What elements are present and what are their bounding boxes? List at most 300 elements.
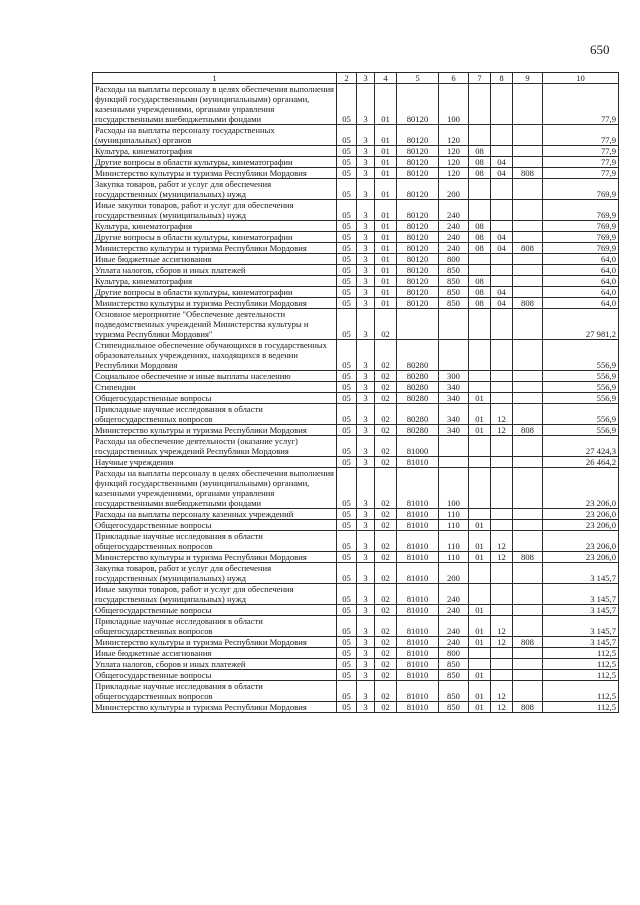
col-8-cell: 04 [491,243,513,254]
col-8-cell [491,200,513,221]
col-2-cell: 05 [337,200,357,221]
col-5-cell: 80280 [397,371,439,382]
table-row [93,393,619,404]
col-8-cell: 12 [491,404,513,425]
col-9-cell [513,605,543,616]
col-7-cell: 01 [469,531,491,552]
row-name-cell: Стипендиальное обеспечение обучающихся в государственных образовательных учреждениях, находящихся в ведении Республики Мордовия [93,340,337,371]
header-cell: 9 [513,73,543,84]
page-number: 650 [590,42,610,57]
col-7-cell: 01 [469,404,491,425]
col-8-cell: 04 [491,287,513,298]
table-row [93,265,619,276]
col-5-cell: 80120 [397,298,439,309]
col-2-cell: 05 [337,702,357,713]
row-amount-cell: 112,5 [543,659,619,670]
row-amount-cell: 23 206,0 [543,552,619,563]
col-2-cell: 05 [337,584,357,605]
col-8-cell: 12 [491,702,513,713]
col-3-cell: 3 [357,254,375,265]
col-4-cell: 01 [375,168,397,179]
col-7-cell [469,84,491,125]
table-row [93,659,619,670]
col-3-cell: 3 [357,457,375,468]
col-9-cell [513,404,543,425]
col-7-cell: 01 [469,393,491,404]
col-5-cell: 81010 [397,648,439,659]
row-name-cell: Расходы на выплаты персоналу в целях обеспечения выполнения функций государственными (муниципальными) органами, казенными учреждениями, органами управления государственными внебюджетными фондами [93,84,337,125]
table-row [93,637,619,648]
col-7-cell: 01 [469,425,491,436]
row-amount-cell: 77,9 [543,125,619,146]
col-3-cell: 3 [357,670,375,681]
col-4-cell: 01 [375,84,397,125]
col-6-cell: 240 [439,605,469,616]
table-row [93,382,619,393]
col-3-cell: 3 [357,276,375,287]
col-8-cell: 12 [491,616,513,637]
row-name-cell: Закупка товаров, работ и услуг для обеспечения государственных (муниципальных) нужд [93,563,337,584]
row-amount-cell: 23 206,0 [543,509,619,520]
col-3-cell: 3 [357,404,375,425]
header-cell: 7 [469,73,491,84]
col-2-cell: 05 [337,382,357,393]
row-name-cell: Другие вопросы в области культуры, кинематографии [93,157,337,168]
col-5-cell: 81010 [397,584,439,605]
col-3-cell: 3 [357,436,375,457]
col-7-cell [469,382,491,393]
row-amount-cell: 26 464,2 [543,457,619,468]
col-2-cell: 05 [337,436,357,457]
col-9-cell [513,393,543,404]
col-6-cell: 120 [439,125,469,146]
row-name-cell: Прикладные научные исследования в области общегосударственных вопросов [93,616,337,637]
row-amount-cell: 556,9 [543,425,619,436]
col-4-cell: 02 [375,648,397,659]
col-8-cell [491,436,513,457]
row-name-cell: Общегосударственные вопросы [93,393,337,404]
col-6-cell: 850 [439,265,469,276]
col-5-cell: 80120 [397,287,439,298]
col-7-cell: 08 [469,287,491,298]
col-6-cell: 800 [439,254,469,265]
col-9-cell [513,457,543,468]
table-row [93,681,619,702]
row-amount-cell: 769,9 [543,200,619,221]
col-2-cell: 05 [337,520,357,531]
col-9-cell [513,221,543,232]
table-row [93,232,619,243]
col-9-cell [513,382,543,393]
row-name-cell: Другие вопросы в области культуры, кинематографии [93,232,337,243]
col-2-cell: 05 [337,276,357,287]
col-4-cell: 02 [375,605,397,616]
col-2-cell: 05 [337,340,357,371]
col-6-cell: 110 [439,509,469,520]
col-6-cell: 110 [439,520,469,531]
row-amount-cell: 112,5 [543,648,619,659]
table-row [93,552,619,563]
col-9-cell [513,584,543,605]
col-9-cell [513,146,543,157]
col-5-cell: 80280 [397,393,439,404]
col-2-cell: 05 [337,616,357,637]
row-amount-cell: 3 145,7 [543,616,619,637]
col-9-cell [513,265,543,276]
col-3-cell: 3 [357,659,375,670]
col-9-cell [513,531,543,552]
row-name-cell: Расходы на выплаты персоналу казенных учреждений [93,509,337,520]
col-3-cell: 3 [357,146,375,157]
col-8-cell [491,179,513,200]
row-amount-cell: 556,9 [543,371,619,382]
col-5-cell: 80280 [397,425,439,436]
col-5-cell: 81010 [397,552,439,563]
table-row [93,702,619,713]
row-name-cell: Уплата налогов, сборов и иных платежей [93,265,337,276]
table-row [93,146,619,157]
row-name-cell: Иные бюджетные ассигнования [93,254,337,265]
row-name-cell: Прикладные научные исследования в области общегосударственных вопросов [93,531,337,552]
row-name-cell: Другие вопросы в области культуры, кинематографии [93,287,337,298]
col-3-cell: 3 [357,84,375,125]
col-6-cell: 110 [439,552,469,563]
row-amount-cell: 27 424,3 [543,436,619,457]
col-6-cell [439,436,469,457]
col-3-cell: 3 [357,648,375,659]
col-3-cell: 3 [357,702,375,713]
col-5-cell: 81010 [397,520,439,531]
col-5-cell: 80120 [397,254,439,265]
col-7-cell: 08 [469,276,491,287]
row-amount-cell: 3 145,7 [543,637,619,648]
col-8-cell: 12 [491,681,513,702]
col-6-cell: 340 [439,404,469,425]
col-2-cell: 05 [337,157,357,168]
col-6-cell: 850 [439,670,469,681]
col-8-cell [491,509,513,520]
col-3-cell: 3 [357,520,375,531]
col-3-cell: 3 [357,125,375,146]
row-name-cell: Иные бюджетные ассигнования [93,648,337,659]
col-8-cell [491,221,513,232]
row-amount-cell: 64,0 [543,254,619,265]
col-3-cell: 3 [357,179,375,200]
row-amount-cell: 77,9 [543,84,619,125]
col-7-cell [469,584,491,605]
col-3-cell: 3 [357,509,375,520]
table-row [93,457,619,468]
col-4-cell: 02 [375,404,397,425]
col-6-cell: 850 [439,276,469,287]
col-3-cell: 3 [357,468,375,509]
col-4-cell: 01 [375,254,397,265]
col-8-cell [491,371,513,382]
row-amount-cell: 112,5 [543,670,619,681]
col-3-cell: 3 [357,681,375,702]
col-9-cell [513,125,543,146]
row-name-cell: Иные закупки товаров, работ и услуг для обеспечения государственных (муниципальных) нужд [93,200,337,221]
col-9-cell [513,436,543,457]
col-8-cell [491,382,513,393]
col-7-cell: 01 [469,670,491,681]
row-name-cell: Общегосударственные вопросы [93,520,337,531]
table-row [93,243,619,254]
col-6-cell: 850 [439,702,469,713]
col-8-cell: 12 [491,552,513,563]
col-7-cell [469,340,491,371]
table-row [93,340,619,371]
col-5-cell: 80120 [397,84,439,125]
col-7-cell: 01 [469,702,491,713]
row-amount-cell: 769,9 [543,243,619,254]
row-amount-cell: 77,9 [543,146,619,157]
col-8-cell [491,563,513,584]
col-9-cell [513,157,543,168]
col-2-cell: 05 [337,243,357,254]
col-4-cell: 02 [375,425,397,436]
row-amount-cell: 3 145,7 [543,584,619,605]
col-4-cell: 01 [375,179,397,200]
table-row [93,605,619,616]
table-row [93,404,619,425]
col-5-cell: 81010 [397,637,439,648]
header-cell: 2 [337,73,357,84]
col-5-cell: 81010 [397,659,439,670]
col-6-cell: 340 [439,425,469,436]
col-5-cell: 81010 [397,563,439,584]
col-4-cell: 01 [375,125,397,146]
col-8-cell [491,340,513,371]
col-4-cell: 02 [375,509,397,520]
col-4-cell: 02 [375,457,397,468]
col-9-cell [513,616,543,637]
col-7-cell: 01 [469,605,491,616]
row-name-cell: Расходы на обеспечение деятельности (оказание услуг) государственных учреждений Республики Мордовия [93,436,337,457]
row-amount-cell: 556,9 [543,393,619,404]
col-5-cell: 80120 [397,179,439,200]
col-9-cell [513,520,543,531]
col-9-cell [513,84,543,125]
col-4-cell: 02 [375,584,397,605]
col-9-cell [513,371,543,382]
col-6-cell: 240 [439,232,469,243]
col-3-cell: 3 [357,287,375,298]
col-9-cell: 808 [513,637,543,648]
row-name-cell: Общегосударственные вопросы [93,605,337,616]
col-7-cell [469,179,491,200]
col-3-cell: 3 [357,637,375,648]
col-7-cell: 08 [469,221,491,232]
col-8-cell: 12 [491,425,513,436]
table-row [93,648,619,659]
col-9-cell [513,200,543,221]
col-8-cell: 12 [491,531,513,552]
row-name-cell: Культура, кинематография [93,146,337,157]
col-2-cell: 05 [337,371,357,382]
col-5-cell: 80280 [397,404,439,425]
col-9-cell [513,340,543,371]
col-5-cell: 80120 [397,157,439,168]
table-row [93,531,619,552]
col-6-cell [439,457,469,468]
row-amount-cell: 769,9 [543,179,619,200]
col-5-cell: 80120 [397,125,439,146]
table-row [93,425,619,436]
col-9-cell [513,254,543,265]
col-8-cell [491,146,513,157]
col-2-cell: 05 [337,404,357,425]
col-3-cell: 3 [357,563,375,584]
table-row [93,436,619,457]
col-5-cell: 80280 [397,382,439,393]
col-7-cell: 01 [469,552,491,563]
col-3-cell: 3 [357,371,375,382]
row-name-cell: Социальное обеспечение и иные выплаты населению [93,371,337,382]
col-8-cell [491,84,513,125]
col-6-cell: 240 [439,243,469,254]
row-amount-cell: 23 206,0 [543,531,619,552]
row-name-cell: Научные учреждения [93,457,337,468]
col-4-cell: 01 [375,232,397,243]
col-8-cell [491,254,513,265]
col-9-cell: 808 [513,425,543,436]
col-8-cell [491,670,513,681]
col-2-cell: 05 [337,552,357,563]
col-6-cell: 110 [439,531,469,552]
col-2-cell: 05 [337,457,357,468]
row-name-cell: Министерство культуры и туризма Республики Мордовия [93,425,337,436]
row-name-cell: Министерство культуры и туризма Республики Мордовия [93,243,337,254]
col-7-cell: 01 [469,520,491,531]
col-5-cell [397,309,439,340]
col-4-cell: 01 [375,157,397,168]
col-3-cell: 3 [357,531,375,552]
row-name-cell: Расходы на выплаты персоналу в целях обеспечения выполнения функций государственными (муниципальными) органами, казенными учреждениями, органами управления государственными внебюджетными фондами [93,468,337,509]
col-5-cell: 80120 [397,221,439,232]
col-8-cell [491,648,513,659]
col-3-cell: 3 [357,232,375,243]
col-8-cell: 04 [491,298,513,309]
col-7-cell [469,125,491,146]
col-2-cell: 05 [337,298,357,309]
col-2-cell: 05 [337,425,357,436]
col-7-cell [469,265,491,276]
row-amount-cell: 77,9 [543,157,619,168]
col-6-cell: 850 [439,659,469,670]
col-8-cell [491,468,513,509]
table-row [93,125,619,146]
col-7-cell: 01 [469,616,491,637]
col-4-cell: 02 [375,659,397,670]
row-name-cell: Общегосударственные вопросы [93,670,337,681]
row-name-cell: Основное мероприятие "Обеспечение деятельности подведомственных учреждений Министерства культуры и туризма Республики Мордовия" [93,309,337,340]
row-name-cell: Культура, кинематография [93,276,337,287]
budget-table [92,72,619,713]
col-9-cell: 808 [513,702,543,713]
col-4-cell: 01 [375,146,397,157]
col-4-cell: 01 [375,276,397,287]
col-7-cell: 01 [469,637,491,648]
row-amount-cell: 112,5 [543,681,619,702]
row-name-cell: Уплата налогов, сборов и иных платежей [93,659,337,670]
col-2-cell: 05 [337,287,357,298]
col-8-cell [491,276,513,287]
col-4-cell: 01 [375,221,397,232]
col-9-cell [513,287,543,298]
col-9-cell: 808 [513,298,543,309]
table-row [93,371,619,382]
header-cell: 4 [375,73,397,84]
col-3-cell: 3 [357,584,375,605]
header-cell: 8 [491,73,513,84]
col-4-cell: 02 [375,520,397,531]
col-7-cell [469,457,491,468]
row-name-cell: Прикладные научные исследования в области общегосударственных вопросов [93,404,337,425]
table-row [93,84,619,125]
col-6-cell: 340 [439,382,469,393]
table-row [93,616,619,637]
col-7-cell [469,659,491,670]
col-9-cell: 808 [513,243,543,254]
col-8-cell [491,265,513,276]
col-2-cell: 05 [337,179,357,200]
col-2-cell: 05 [337,309,357,340]
table-row [93,168,619,179]
col-7-cell [469,648,491,659]
col-6-cell: 240 [439,200,469,221]
col-7-cell: 08 [469,298,491,309]
table-row [93,468,619,509]
col-6-cell: 340 [439,393,469,404]
col-6-cell: 200 [439,563,469,584]
col-9-cell [513,509,543,520]
col-5-cell: 80120 [397,243,439,254]
col-7-cell: 08 [469,146,491,157]
col-6-cell: 300 [439,371,469,382]
row-name-cell: Прикладные научные исследования в области общегосударственных вопросов [93,681,337,702]
col-3-cell: 3 [357,298,375,309]
col-6-cell: 850 [439,287,469,298]
col-9-cell: 808 [513,552,543,563]
col-3-cell: 3 [357,309,375,340]
col-9-cell [513,232,543,243]
header-cell: 6 [439,73,469,84]
col-2-cell: 05 [337,531,357,552]
table-row [93,584,619,605]
col-6-cell: 100 [439,84,469,125]
col-8-cell [491,309,513,340]
col-7-cell [469,371,491,382]
col-9-cell [513,648,543,659]
col-6-cell: 240 [439,637,469,648]
col-6-cell: 120 [439,168,469,179]
col-4-cell: 01 [375,287,397,298]
col-5-cell: 81010 [397,605,439,616]
col-3-cell: 3 [357,200,375,221]
col-5-cell: 81010 [397,509,439,520]
col-6-cell: 120 [439,146,469,157]
col-4-cell: 02 [375,340,397,371]
col-4-cell: 02 [375,552,397,563]
row-amount-cell: 769,9 [543,232,619,243]
col-8-cell [491,125,513,146]
col-9-cell [513,276,543,287]
col-4-cell: 01 [375,243,397,254]
col-6-cell [439,309,469,340]
row-name-cell: Министерство культуры и туризма Республики Мордовия [93,298,337,309]
row-amount-cell: 27 981,2 [543,309,619,340]
